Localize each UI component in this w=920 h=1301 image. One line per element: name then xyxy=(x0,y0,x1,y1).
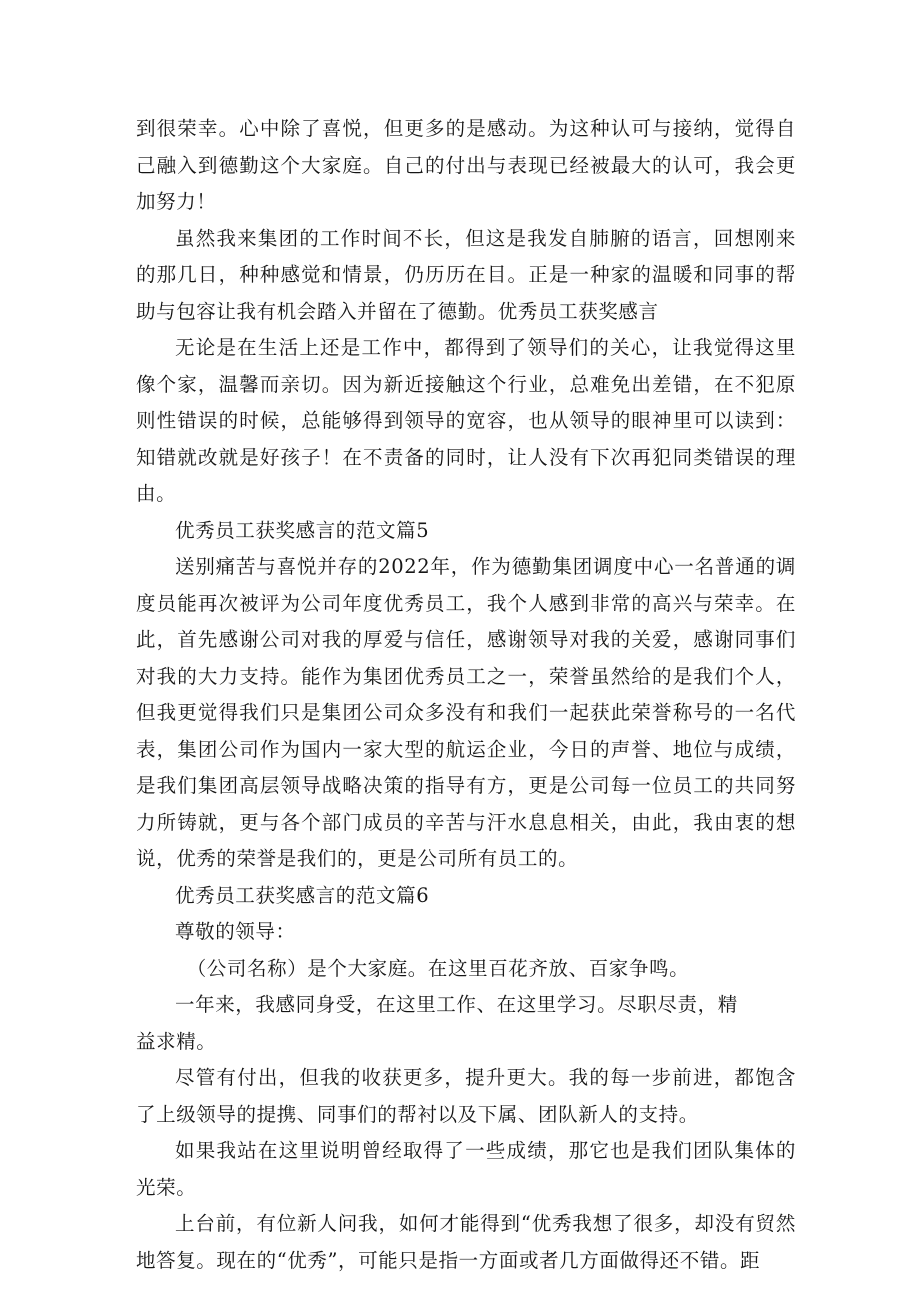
paragraph: 虽然我来集团的工作时间不长，但这是我发自肺腑的语言，回想刚来的那几日，种种感觉和情景，仍历历在目。正是一种家的温暖和同事的帮助与包容让我有机会踏入并留在了德勤。优秀员工获奖感言 xyxy=(136,226,796,323)
paragraph-continuation: 到很荣幸。心中除了喜悦，但更多的是感动。为这种认可与接纳，觉得自己融入到德勤这个大家庭。自己的付出与表现已经被最大的认可，我会更加努力！ xyxy=(136,117,796,213)
paragraph: 上台前，有位新人问我，如何才能得到“优秀我想了很多，却没有贸然地答复。现在的“优秀”，可能只是指一方面或者几方面做得还不错。距 xyxy=(136,1212,796,1272)
paragraph: 尽管有付出，但我的收获更多，提升更大。我的每一步前进，都饱含了上级领导的提携、同事们的帮衬以及下属、团队新人的支持。 xyxy=(136,1066,796,1126)
paragraph: 如果我站在这里说明曾经取得了一些成绩，那它也是我们团队集体的光荣。 xyxy=(136,1139,796,1199)
section-heading-5: 优秀员工获奖感言的范文篇5 xyxy=(175,518,430,542)
section-heading-6: 优秀员工获奖感言的范文篇6 xyxy=(175,883,430,907)
paragraph: 送别痛苦与喜悦并存的2022年，作为德勤集团调度中心一名普通的调度员能再次被评为公司年度优秀员工，我个人感到非常的高兴与荣幸。在此，首先感谢公司对我的厚爱与信任，感谢领导对我的关爱，感谢同事们对我的大力支持。能作为集团优秀员工之一，荣誉虽然给的是我们个人，但我更觉得我们只是集团公司众多没有和我们一起获此荣誉称号的一名代表，集团公司作为国内一家大型的航运企业，今日的声誉、地位与成绩，是我们集团高层领导战略决策的指导有方，更是公司每一位员工的共同努力所铸就，更与各个部门成员的辛苦与汗水息息相关，由此，我由衷的想说，优秀的荣誉是我们的，更是公司所有员工的。 xyxy=(136,555,796,870)
paragraph: 无论是在生活上还是工作中，都得到了领导们的关心，让我觉得这里像个家，温馨而亲切。因为新近接触这个行业，总难免出差错，在不犯原则性错误的时候，总能够得到领导的宽容，也从领导的眼神里可以读到：知错就改就是好孩子！在不责备的同时，让人没有下次再犯同类错误的理由。 xyxy=(136,336,796,505)
paragraph-line-continuation: 益求精。 xyxy=(136,1029,217,1053)
paragraph-line: 一年来，我感同身受，在这里工作、在这里学习。尽职尽责，精 xyxy=(175,993,738,1016)
salutation: 尊敬的领导： xyxy=(175,920,296,943)
paragraph: （公司名称）是个大家庭。在这里百花齐放、百家争鸣。 xyxy=(186,956,690,980)
document-body xyxy=(136,111,796,1279)
